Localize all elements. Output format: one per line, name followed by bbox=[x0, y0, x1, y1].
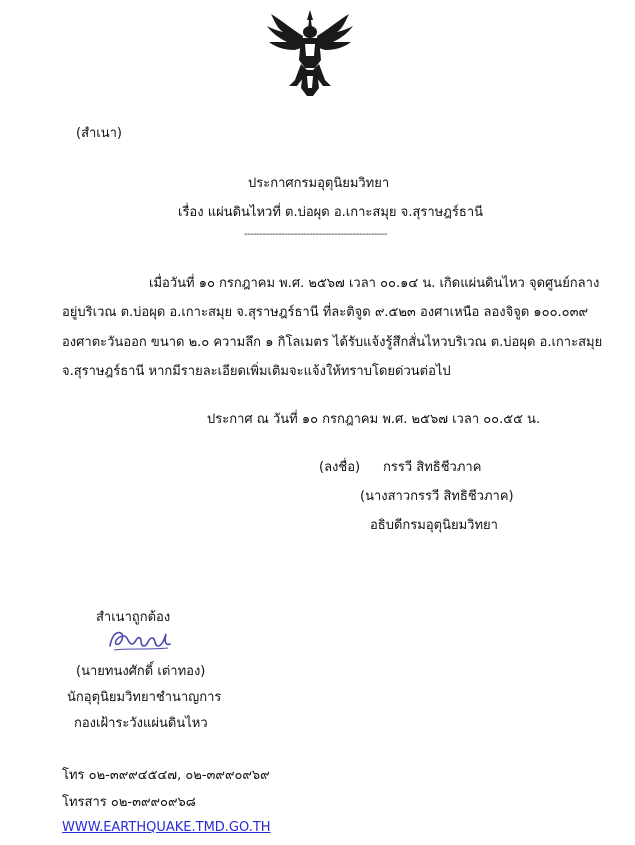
body-line-4: จ.สุราษฎร์ธานี หากมีรายละเอียดเพิ่มเติมจะแจ้งให้ทราบโดยด่วนต่อไป bbox=[62, 364, 451, 379]
certified-copy-label: สำเนาถูกต้อง bbox=[96, 610, 171, 625]
website-link[interactable]: WWW.EARTHQUAKE.TMD.GO.TH bbox=[62, 820, 271, 835]
body-line-3: องศาตะวันออก ขนาด ๒.๐ ความลึก ๑ กิโลเมตร ได้รับแจ้งรู้สึกสั่นไหวบริเวณ ต.บ่อผุด อ.เกาะสมุย bbox=[62, 335, 603, 350]
copy-mark: (สำเนา) bbox=[76, 126, 123, 141]
signer-position: อธิบดีกรมอุตุนิยมวิทยา bbox=[370, 518, 498, 533]
certifier-name: (นายทนงศักดิ์ เต่าทอง) bbox=[76, 664, 206, 679]
certifier-position: นักอุตุนิยมวิทยาชำนาญการ bbox=[67, 690, 222, 705]
body-line-1: เมื่อวันที่ ๑๐ กรกฎาคม พ.ศ. ๒๕๖๗ เวลา ๐๐.๑๔ น. เกิดแผ่นดินไหว จุดศูนย์กลาง bbox=[149, 276, 600, 291]
announcement-title: ประกาศกรมอุตุนิยมวิทยา bbox=[248, 176, 390, 191]
contact-phone: โทร ๐๒-๓๙๙๔๕๔๗, ๐๒-๓๙๙๐๙๖๙ bbox=[62, 768, 270, 783]
signer-full-name: (นางสาวกรรวี สิทธิชีวภาค) bbox=[360, 489, 514, 504]
garuda-emblem-icon bbox=[265, 8, 355, 100]
signed-label: (ลงชื่อ) bbox=[319, 460, 361, 475]
handwritten-signature bbox=[106, 624, 174, 654]
announcement-date: ประกาศ ณ วันที่ ๑๐ กรกฎาคม พ.ศ. ๒๕๖๗ เวลา ๐๐.๕๕ น. bbox=[207, 412, 541, 427]
certifier-division: กองเฝ้าระวังแผ่นดินไหว bbox=[74, 716, 208, 731]
body-line-2: อยู่บริเวณ ต.บ่อผุด อ.เกาะสมุย จ.สุราษฎร์ธานี ที่ละติจูด ๙.๕๒๓ องศาเหนือ ลองจิจูด ๑๐๐.๐๓๙ bbox=[62, 305, 589, 320]
contact-fax: โทรสาร ๐๒-๓๙๙๐๙๖๘ bbox=[62, 795, 196, 810]
signer-name: กรรวี สิทธิชีวภาค bbox=[383, 460, 482, 475]
title-divider: ---------------------------------------------- bbox=[244, 229, 387, 240]
announcement-subject: เรื่อง แผ่นดินไหวที่ ต.บ่อผุด อ.เกาะสมุย จ.สุราษฎร์ธานี bbox=[178, 205, 484, 220]
